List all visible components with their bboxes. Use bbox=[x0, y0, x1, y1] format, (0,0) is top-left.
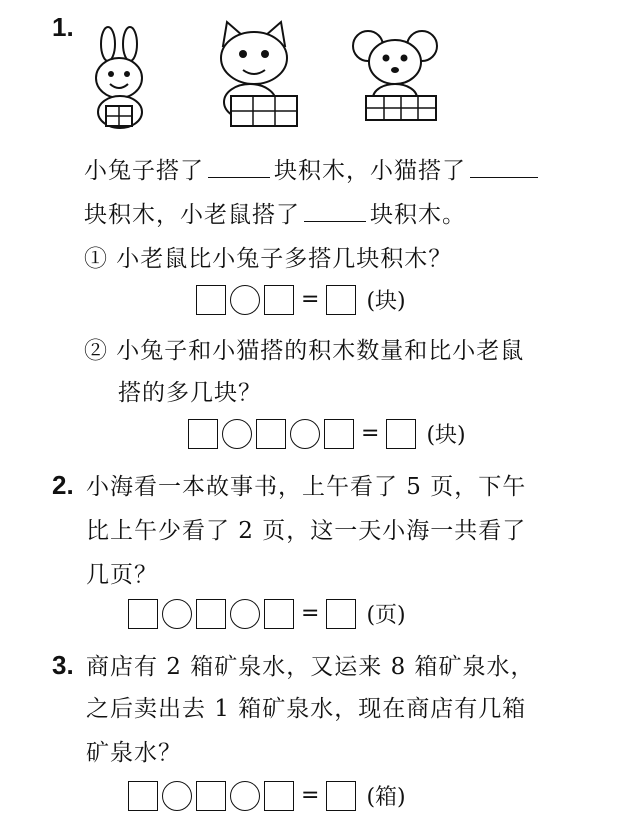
question-1-sub-1: ① 小老鼠比小兔子多搭几块积木？ bbox=[84, 246, 453, 272]
answer-box[interactable] bbox=[196, 599, 226, 629]
question-2-line-1: 小海看一本故事书，上午看了 5 页，下午 bbox=[86, 474, 527, 500]
question-2-number: 2. bbox=[52, 470, 74, 500]
equation-row-1 bbox=[196, 284, 406, 315]
answer-box[interactable] bbox=[196, 285, 226, 315]
q1-text-b: 块积木，小猫搭了 bbox=[274, 158, 466, 184]
question-1-sub-2-line-2: 搭的多几块？ bbox=[118, 380, 262, 406]
answer-blank-mouse[interactable] bbox=[304, 199, 366, 222]
question-2-line-3: 几页？ bbox=[86, 562, 158, 588]
equals-sign: = bbox=[301, 783, 320, 808]
question-1-sub-2-line-1: ② 小兔子和小猫搭的积木数量和比小老鼠 bbox=[84, 338, 525, 364]
mouse-building-blocks-picture bbox=[348, 26, 448, 126]
answer-box[interactable] bbox=[196, 781, 226, 811]
question-3-line-1: 商店有 2 箱矿泉水，又运来 8 箱矿泉水， bbox=[86, 654, 535, 680]
answer-box[interactable] bbox=[264, 285, 294, 315]
question-3-line-2: 之后卖出去 1 箱矿泉水，现在商店有几箱 bbox=[86, 696, 527, 722]
equation-row-4 bbox=[128, 780, 406, 811]
result-box[interactable] bbox=[326, 781, 356, 811]
answer-box[interactable] bbox=[128, 599, 158, 629]
answer-box[interactable] bbox=[188, 419, 218, 449]
answer-blank-cat[interactable] bbox=[470, 155, 538, 178]
q1-text-c: 块积木，小老鼠搭了 bbox=[84, 202, 300, 228]
result-box[interactable] bbox=[326, 599, 356, 629]
unit-label: (块) bbox=[426, 423, 466, 448]
operator-circle[interactable] bbox=[222, 419, 252, 449]
result-box[interactable] bbox=[326, 285, 356, 315]
question-3-number: 3. bbox=[52, 650, 74, 680]
answer-box[interactable] bbox=[256, 419, 286, 449]
answer-box[interactable] bbox=[128, 781, 158, 811]
operator-circle[interactable] bbox=[230, 781, 260, 811]
unit-label: (页) bbox=[366, 603, 406, 628]
question-1-number: 1. bbox=[52, 12, 74, 42]
result-box[interactable] bbox=[386, 419, 416, 449]
question-1-line-1 bbox=[84, 152, 542, 185]
question-2-line-2: 比上午少看了 2 页，这一天小海一共看了 bbox=[86, 518, 527, 544]
equals-sign: = bbox=[301, 601, 320, 626]
cat-building-blocks-picture bbox=[205, 16, 305, 132]
answer-box[interactable] bbox=[264, 599, 294, 629]
operator-circle[interactable] bbox=[230, 599, 260, 629]
unit-label: (箱) bbox=[366, 785, 406, 810]
equation-row-2 bbox=[188, 418, 466, 449]
q1-text-d: 块积木。 bbox=[370, 202, 466, 228]
rabbit-building-blocks-picture bbox=[80, 26, 160, 136]
equation-row-3 bbox=[128, 598, 406, 629]
question-1-line-2 bbox=[84, 196, 466, 229]
operator-circle[interactable] bbox=[162, 781, 192, 811]
answer-blank-rabbit[interactable] bbox=[208, 155, 270, 178]
operator-circle[interactable] bbox=[230, 285, 260, 315]
answer-box[interactable] bbox=[264, 781, 294, 811]
operator-circle[interactable] bbox=[290, 419, 320, 449]
operator-circle[interactable] bbox=[162, 599, 192, 629]
question-3-line-3: 矿泉水？ bbox=[86, 740, 182, 766]
equals-sign: = bbox=[301, 287, 320, 312]
q1-text-a: 小兔子搭了 bbox=[84, 158, 204, 184]
equals-sign: = bbox=[361, 421, 380, 446]
answer-box[interactable] bbox=[324, 419, 354, 449]
unit-label: (块) bbox=[366, 289, 406, 314]
